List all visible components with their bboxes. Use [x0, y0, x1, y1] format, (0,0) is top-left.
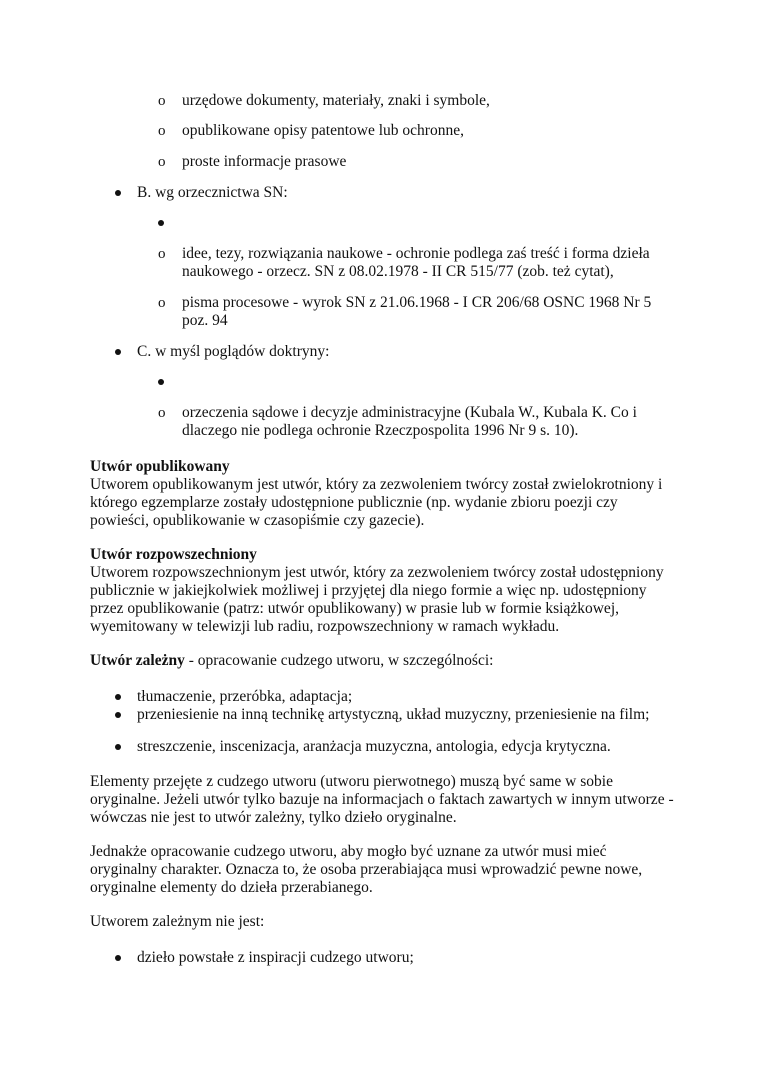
paragraph-line: Utworem opublikowanym jest utwór, który za zezwoleniem twórcy został zwielokrotniony i — [90, 476, 663, 493]
paragraph-line: publicznie w jakiejkolwiek możliwej i przyjętej dla niego formie a więc np. udostępniony — [90, 582, 647, 599]
circle-bullet-icon: o — [158, 154, 166, 170]
heading-opublikowany: Utwór opublikowany — [90, 458, 230, 475]
bullet-icon — [115, 712, 121, 718]
paragraph-line: Utworem rozpowszechnionym jest utwór, który za zezwoleniem twórcy został udostępniony — [90, 564, 664, 581]
bullet-icon — [115, 955, 121, 961]
list-item: proste informacje prasowe — [182, 153, 347, 170]
paragraph-line: Elementy przejęte z cudzego utworu (utworu pierwotnego) muszą być same w sobie — [90, 773, 613, 790]
paragraph-line: powieści, opublikowanie w czasopiśmie czy gazecie). — [90, 512, 425, 529]
heading-rozpowszechniony: Utwór rozpowszechniony — [90, 546, 257, 563]
zalezny-definition: - opracowanie cudzego utworu, w szczególności: — [184, 652, 494, 669]
circle-bullet-icon: o — [158, 246, 166, 262]
list-item: opublikowane opisy patentowe lub ochronne, — [182, 122, 464, 139]
bullet-icon — [115, 190, 121, 196]
list-item: streszczenie, inscenizacja, aranżacja muzyczna, antologia, edycja krytyczna. — [137, 738, 611, 755]
section-c-label: C. w myśl poglądów doktryny: — [137, 343, 330, 360]
paragraph-line: przez opublikowanie (patrz: utwór opublikowany) w prasie lub w formie książkowej, — [90, 600, 619, 617]
list-item: dzieło powstałe z inspiracji cudzego utworu; — [137, 949, 414, 966]
bullet-icon — [115, 694, 121, 700]
list-item: orzeczenia sądowe i decyzje administracyjne (Kubala W., Kubala K. Co i — [182, 404, 637, 421]
bullet-icon — [158, 220, 164, 226]
list-item: tłumaczenie, przeróbka, adaptacja; — [137, 688, 353, 705]
list-item: pisma procesowe - wyrok SN z 21.06.1968 - I CR 206/68 OSNC 1968 Nr 5 — [182, 294, 652, 311]
section-b-label: B. wg orzecznictwa SN: — [137, 184, 288, 201]
paragraph-line: oryginalne. Jeżeli utwór tylko bazuje na informacjach o faktach zawartych w innym utworze - — [90, 791, 674, 808]
circle-bullet-icon: o — [158, 123, 166, 139]
list-item: idee, tezy, rozwiązania naukowe - ochronie podlega zaś treść i forma dzieła — [182, 245, 650, 262]
bullet-icon — [115, 349, 121, 355]
list-item: przeniesienie na inną technikę artystyczną, układ muzyczny, przeniesienie na film; — [137, 706, 650, 723]
paragraph-line: Utworem zależnym nie jest: — [90, 913, 265, 930]
paragraph-line: oryginalne elementy do dzieła przerabianego. — [90, 879, 373, 896]
circle-bullet-icon: o — [158, 295, 166, 311]
paragraph-line: wyemitowany w telewizji lub radiu, rozpowszechniony w ramach wykładu. — [90, 618, 560, 635]
paragraph-line: oryginalny charakter. Oznacza to, że osoba przerabiająca musi wprowadzić pewne nowe, — [90, 861, 643, 878]
paragraph-line: wówczas nie jest to utwór zależny, tylko dzieło oryginalne. — [90, 809, 457, 826]
term-zalezny: Utwór zależny — [90, 652, 185, 669]
paragraph-line: Jednakże opracowanie cudzego utworu, aby mogło być uznane za utwór musi mieć — [90, 843, 607, 860]
zalezny-intro — [90, 652, 493, 670]
list-item-cont: naukowego - orzecz. SN z 08.02.1978 - II CR 515/77 (zob. też cytat), — [182, 263, 614, 280]
list-item: urzędowe dokumenty, materiały, znaki i symbole, — [182, 92, 490, 109]
circle-bullet-icon: o — [158, 93, 166, 109]
list-item-cont: dlaczego nie podlega ochronie Rzeczpospolita 1996 Nr 9 s. 10). — [182, 422, 579, 439]
paragraph-line: którego egzemplarze zostały udostępnione publicznie (np. wydanie zbioru poezji czy — [90, 494, 618, 511]
circle-bullet-icon: o — [158, 405, 166, 421]
bullet-icon — [158, 379, 164, 385]
list-item-cont: poz. 94 — [182, 312, 228, 329]
bullet-icon — [115, 744, 121, 750]
